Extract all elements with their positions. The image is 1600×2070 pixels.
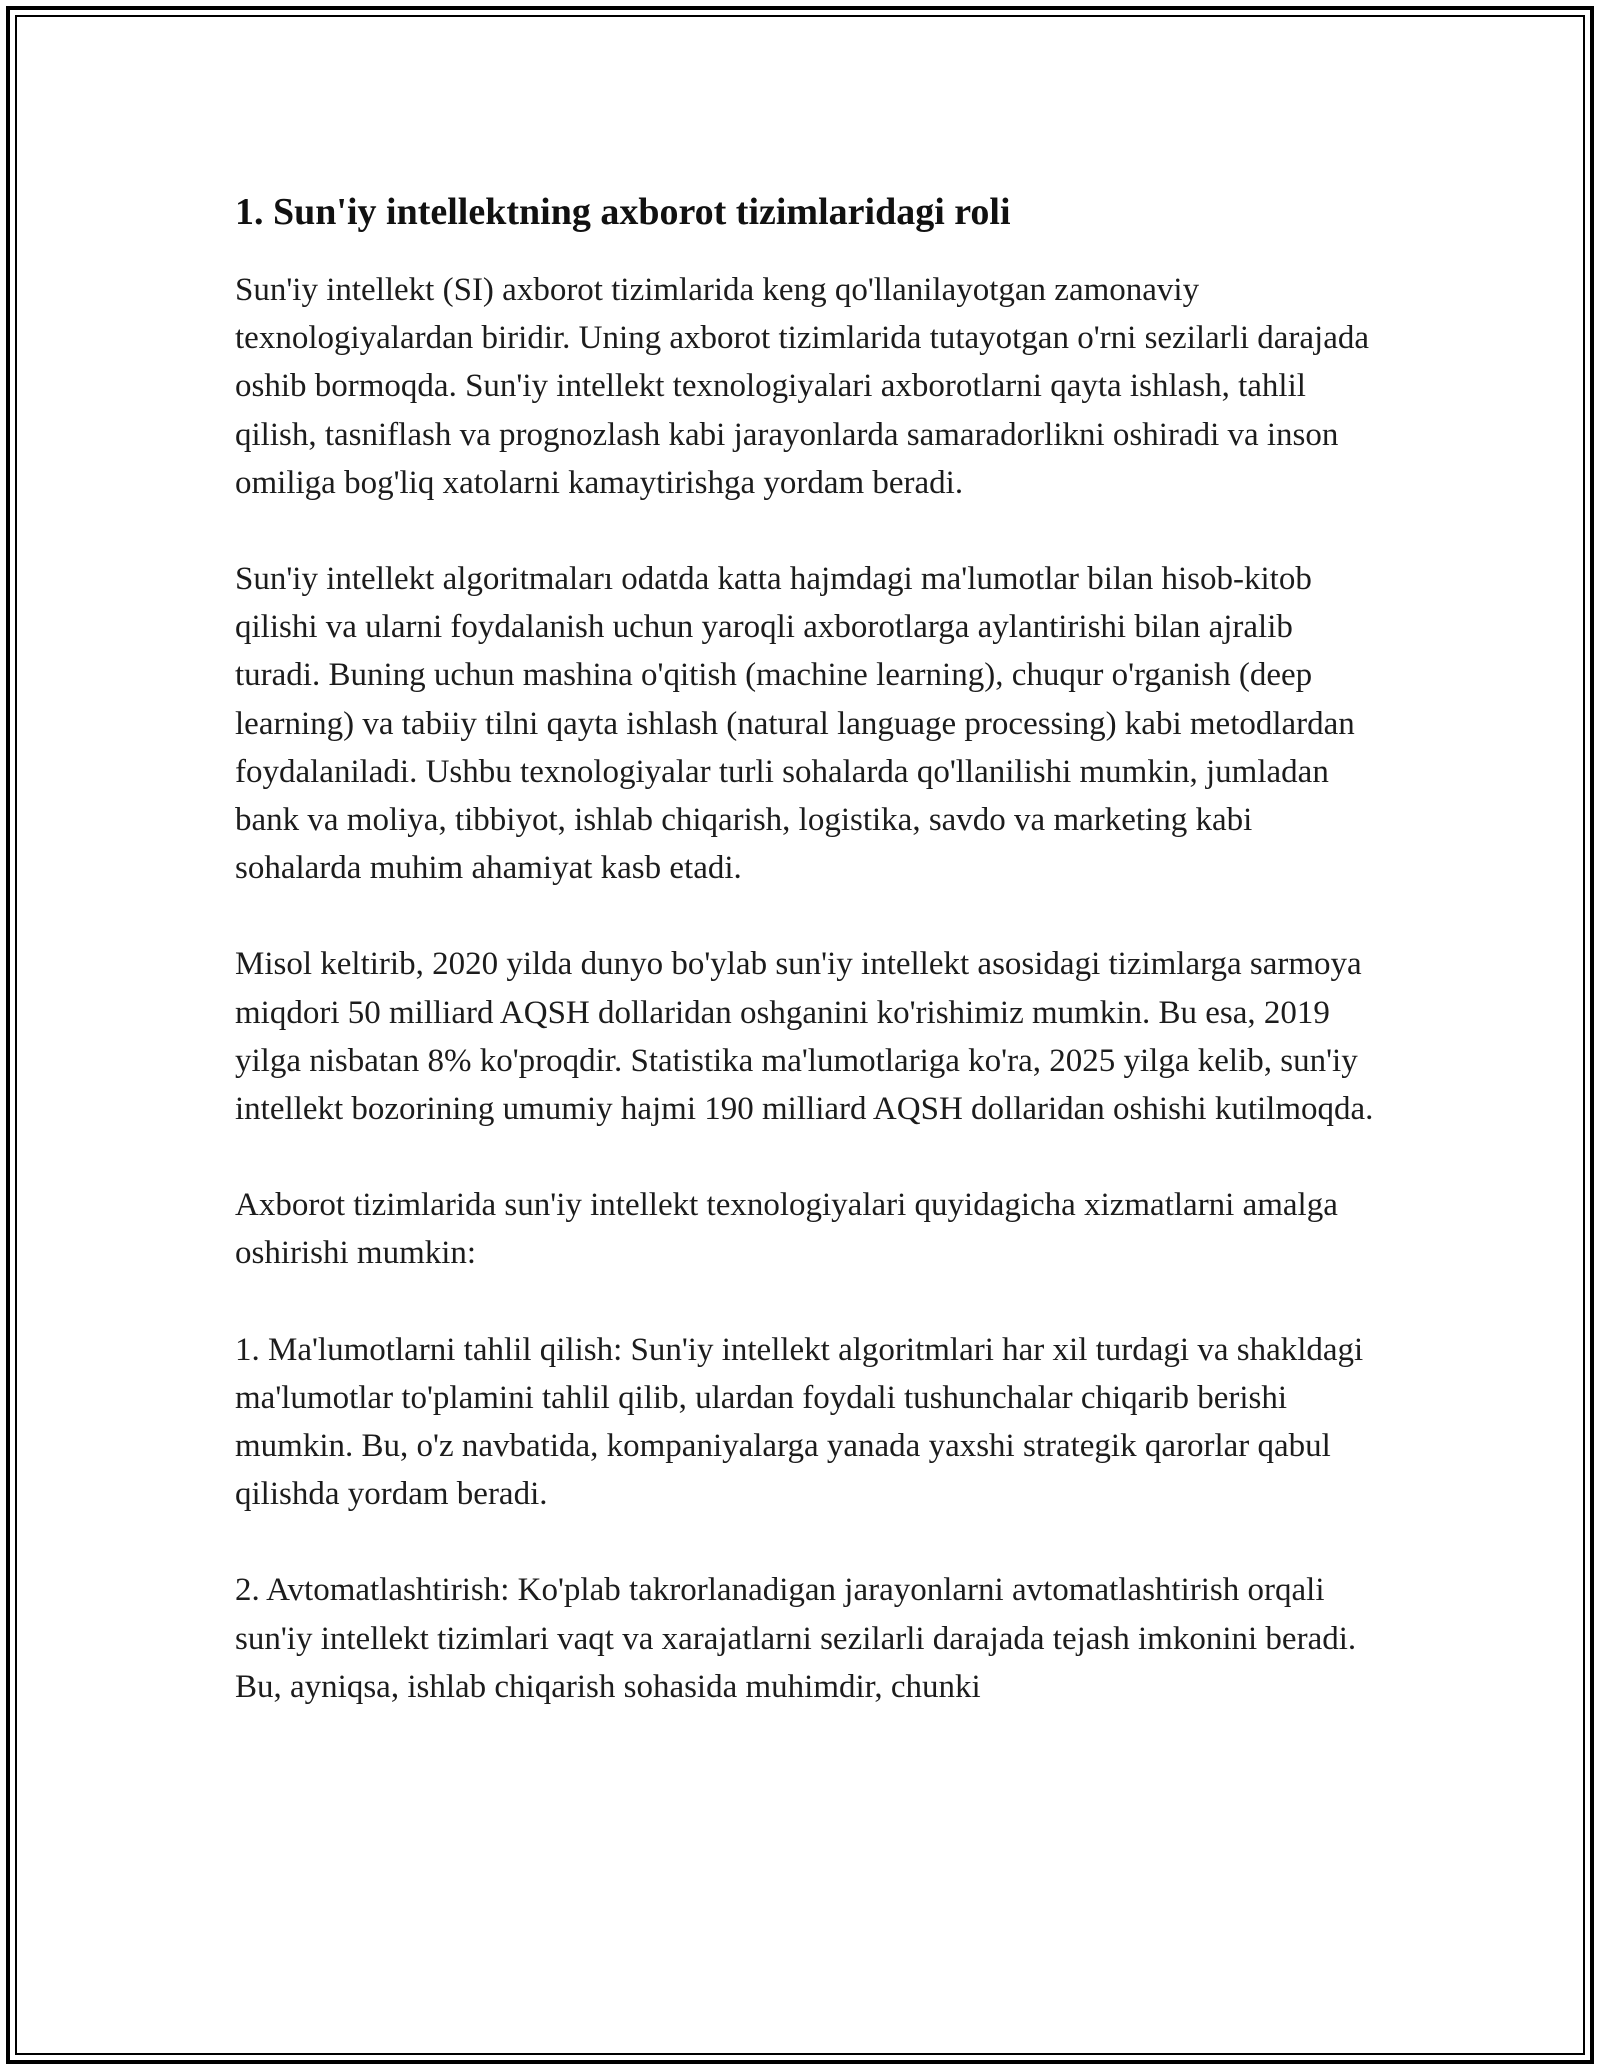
section-heading: 1. Sun'iy intellektning axborot tizimlaridagi roli: [235, 191, 1011, 233]
paragraph-intro: Sun'iy intellekt (SI) axborot tizimlarida keng qo'llanilayotgan zamonaviy texnologiyalardan biridir. Uning axborot tizimlarida tutayotgan o'rni sezilarli darajada oshib bormoqda. Sun'iy intellekt texnologiyalari axborotlarni qayta ishlash, tahlil qilish, tasniflash va prognozlash kabi jarayonlarda samaradorlikni oshiradi va inson omiliga bog'liq xatolarni kamaytirishga yordam beradi.: [235, 272, 1370, 501]
document-body: [235, 188, 1375, 1759]
paragraph-services-intro: Axborot tizimlarida sun'iy intellekt texnologiyalari quyidagicha xizmatlarni amalga oshirishi mumkin:: [235, 1187, 1338, 1272]
paragraph-service-analysis: 1. Ma'lumotlarni tahlil qilish: Sun'iy intellekt algoritmlari har xil turdagi va shakldagi ma'lumotlar to'plamini tahlil qilib, ulardan foydali tushunchalar chiqarib berishi mumkin. Bu, o'z navbatida, kompaniyalarga yanada yaxshi strategik qarorlar qabul qilishda yordam beradi.: [235, 1331, 1364, 1513]
paragraph-statistics: Misol keltirib, 2020 yilda dunyo bo'ylab sun'iy intellekt asosidagi tizimlarga sarmoya miqdori 50 milliard AQSH dollaridan oshganini ko'rishimiz mumkin. Bu esa, 2019 yilga nisbatan 8% ko'proqdir. Statistika ma'lumotlariga ko'ra, 2025 yilga kelib, sun'iy intellekt bozorining umumiy hajmi 190 milliard AQSH dollaridan oshishi kutilmoqda.: [235, 946, 1374, 1128]
paragraph-algorithms: Sun'iy intellekt algoritmaları odatda katta hajmdagi ma'lumotlar bilan hisob-kitob qilishi va ularni foydalanish uchun yaroqli axborotlarga aylantirishi bilan ajralib turadi. Buning uchun mashina o'qitish (machine learning), chuqur o'rganish (deep learning) va tabiiy tilni qayta ishlash (natural language processing) kabi metodlardan foydalaniladi. Ushbu texnologiyalar turli sohalarda qo'llanilishi mumkin, jumladan bank va moliya, tibbiyot, ishlab chiqarish, logistika, savdo va marketing kabi sohalarda muhim ahamiyat kasb etadi.: [235, 561, 1355, 887]
paragraph-service-automation: 2. Avtomatlashtirish: Ko'plab takrorlanadigan jarayonlarni avtomatlashtirish orqali sun'iy intellekt tizimlari vaqt va xarajatlarni sezilarli darajada tejash imkonini beradi. Bu, ayniqsa, ishlab chiqarish sohasida muhimdir, chunki: [235, 1572, 1357, 1705]
